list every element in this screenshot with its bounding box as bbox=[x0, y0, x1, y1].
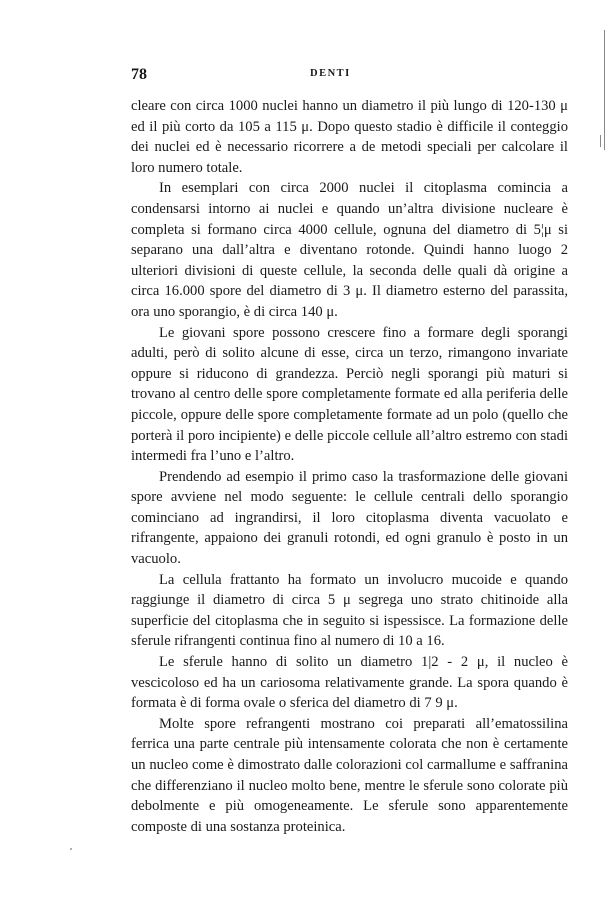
scan-edge-mark bbox=[600, 135, 601, 147]
paragraph-6: Le sferule hanno di solito un diametro 1|2 - 2 μ, il nucleo è vescicoloso ed ha un cariosoma relativamente grande. La spora quando è formata è di forma ovale o sferica del diametro di 7 9 μ. bbox=[131, 654, 568, 712]
paragraph-2: In esemplari con circa 2000 nuclei il citoplasma comincia a condensarsi intorno ai nuclei e quando un’altra divisione nucleare è completa si formano circa 4000 cellule, ognuna del diametro di 5¦μ si separano una dall’altra e diventano rotonde. Quindi hanno luogo 2 ulteriori divisioni di queste cellule, la seconda delle quali dà origine a circa 16.000 spore del diametro di 3 μ. Il diametro esterno del parassita, ora uno sporangio, è di circa 140 μ. bbox=[131, 180, 568, 320]
paragraph-4: Prendendo ad esempio il primo caso la trasformazione delle giovani spore avviene nel modo seguente: le cellule centrali dello sporangio cominciano ad ingrandirsi, il loro citoplasma diventa vacuolato e rifrangente, appaiono dei granuli rotondi, ed ogni granulo è posto in un vacuolo. bbox=[131, 468, 568, 568]
scan-speck bbox=[70, 848, 72, 850]
page-number: 78 bbox=[131, 66, 147, 83]
paragraph-3: Le giovani spore possono crescere fino a formare degli sporangi adulti, però di solito alcune di esse, circa un terzo, rimangono invariate oppure si riducono di grandezza. Perciò negli sporangi più maturi si trovano al centro delle spore completamente formate ed alla periferia delle piccole, oppure delle spore completamente formate ad un polo (quello che porterà il poro incipiente) e delle piccole cellule all’altro estremo con stadi intermedi fra l’uno e l’altro. bbox=[131, 324, 568, 465]
paragraph-1: cleare con circa 1000 nuclei hanno un diametro il più lungo di 120-130 μ ed il più corto da 105 a 115 μ. Dopo questo stadio è difficile il conteggio dei nuclei ed è necessario ricorrere a de metodi speciali per calcolare il loro numero totale. bbox=[131, 98, 568, 176]
body-text bbox=[131, 96, 568, 837]
paragraph-5: La cellula frattanto ha formato un involucro mucoide e quando raggiunge il diametro di circa 5 μ segrega uno strato chitinoide alla superficie del citoplasma che in seguito si ispessisce. La formazione delle sferule rifrangenti continua fino al numero di 10 a 16. bbox=[131, 571, 568, 650]
paragraph-7: Molte spore refrangenti mostrano coi preparati all’ematossilina ferrica una parte centrale più intensamente colorata che non è certamente un nucleo come è dimostrato dalle colorazioni col carmallume e saffranina che differenziano il nucleo molto bene, mentre le sferule sono colorate più debolmente e più omogeneamente. Le sferule sono apparentemente composte di una sostanza proteinica. bbox=[131, 715, 568, 835]
running-title: DENTI bbox=[310, 68, 351, 79]
scan-edge-line bbox=[604, 30, 605, 150]
